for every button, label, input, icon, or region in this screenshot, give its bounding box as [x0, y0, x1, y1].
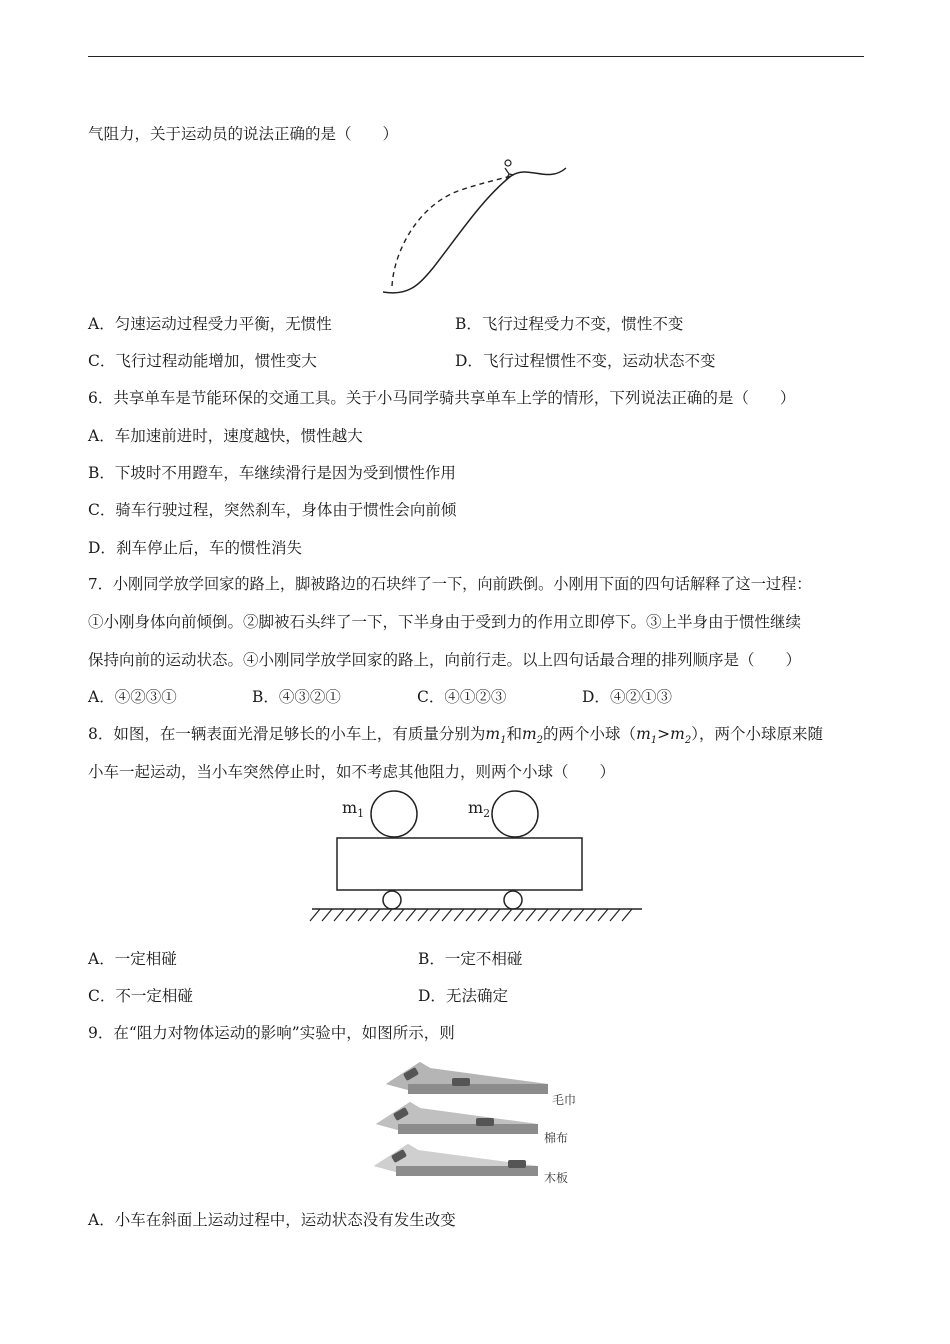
q8-option-c[interactable]: C．不一定相碰: [88, 987, 193, 1005]
q5-option-d[interactable]: D．飞行过程惯性不变，运动状态不变: [455, 352, 716, 370]
surface-label-board: 木板: [544, 1171, 569, 1185]
ball-label-m1: $m_1$: [342, 798, 365, 820]
q7-option-a[interactable]: A．④②③①: [88, 688, 177, 706]
q6-stem: 6．共享单车是节能环保的交通工具。关于小马同学骑共享单车上学的情形，下列说法正确的是（ ）: [88, 389, 796, 407]
q7-option-c[interactable]: C．④①②③: [417, 688, 507, 706]
cart-wheel-right: [504, 891, 522, 909]
q5-option-c[interactable]: C．飞行过程动能增加，惯性变大: [88, 352, 317, 370]
q7-option-b[interactable]: B．④③②①: [252, 688, 341, 706]
cart-icon-board: [508, 1160, 526, 1168]
q8-stem-line-1: 8．如图，在一辆表面光滑足够长的小车上，有质量分别为$m_1$和$m_2$的两个小球$(m_1>m_2)$，两个小球原来随: [88, 725, 823, 747]
ramp-surfaces-figure: [368, 1054, 588, 1190]
ball-label-m2: $m_2$: [468, 798, 491, 820]
ball-m2: [492, 791, 538, 837]
q7-option-d[interactable]: D．④②①③: [582, 688, 672, 706]
q8-option-b[interactable]: B．一定不相碰: [418, 950, 523, 968]
ski-jump-figure: [378, 156, 578, 296]
cart-body: [337, 838, 582, 890]
q6-option-d[interactable]: D．刹车停止后，车的惯性消失: [88, 539, 302, 557]
surface-label-cotton: 棉布: [544, 1131, 569, 1145]
ramp-towel: [386, 1062, 576, 1107]
q7-stem-line-2: ①小刚身体向前倾倒。②脚被石头绊了一下，下半身由于受到力的作用立即停下。③上半身由于惯性继续: [88, 613, 802, 631]
q5-option-a[interactable]: A．匀速运动过程受力平衡，无惯性: [88, 315, 332, 333]
q7-stem-line-3: 保持向前的运动状态。④小刚同学放学回家的路上，向前行走。以上四句话最合理的排列顺序是（ ）: [88, 651, 802, 669]
cart-icon-cotton: [476, 1118, 494, 1126]
q5-option-b[interactable]: B．飞行过程受力不变，惯性不变: [455, 315, 684, 333]
q5-stem-continuation: 气阻力，关于运动员的说法正确的是（ ）: [88, 125, 399, 143]
ground-hatching: [310, 909, 632, 921]
cart-icon-towel: [452, 1078, 470, 1086]
q8-option-a[interactable]: A．一定相碰: [88, 950, 177, 968]
ramp-cotton: [376, 1102, 568, 1145]
q9-stem: 9．在“阻力对物体运动的影响”实验中，如图所示，则: [88, 1024, 455, 1042]
q6-option-a[interactable]: A．车加速前进时，速度越快，惯性越大: [88, 427, 363, 445]
q7-stem-line-1: 7．小刚同学放学回家的路上，脚被路边的石块绊了一下，向前跌倒。小刚用下面的四句话解释了这一过程：: [88, 575, 812, 593]
q8-stem-line-2: 小车一起运动，当小车突然停止时，如不考虑其他阻力，则两个小球（ ）: [88, 763, 616, 781]
cart-figure: [308, 788, 648, 928]
cart-wheel-left: [383, 891, 401, 909]
q9-option-a[interactable]: A．小车在斜面上运动过程中，运动状态没有发生改变: [88, 1211, 456, 1229]
q8-option-d[interactable]: D．无法确定: [418, 987, 508, 1005]
header-rule: [88, 56, 864, 57]
ball-m1: [371, 791, 417, 837]
ramp-board: [374, 1144, 568, 1185]
q6-option-c[interactable]: C．骑车行驶过程，突然刹车，身体由于惯性会向前倾: [88, 501, 457, 519]
q6-option-b[interactable]: B．下坡时不用蹬车，车继续滑行是因为受到惯性作用: [88, 464, 456, 482]
surface-label-towel: 毛巾: [552, 1093, 577, 1107]
